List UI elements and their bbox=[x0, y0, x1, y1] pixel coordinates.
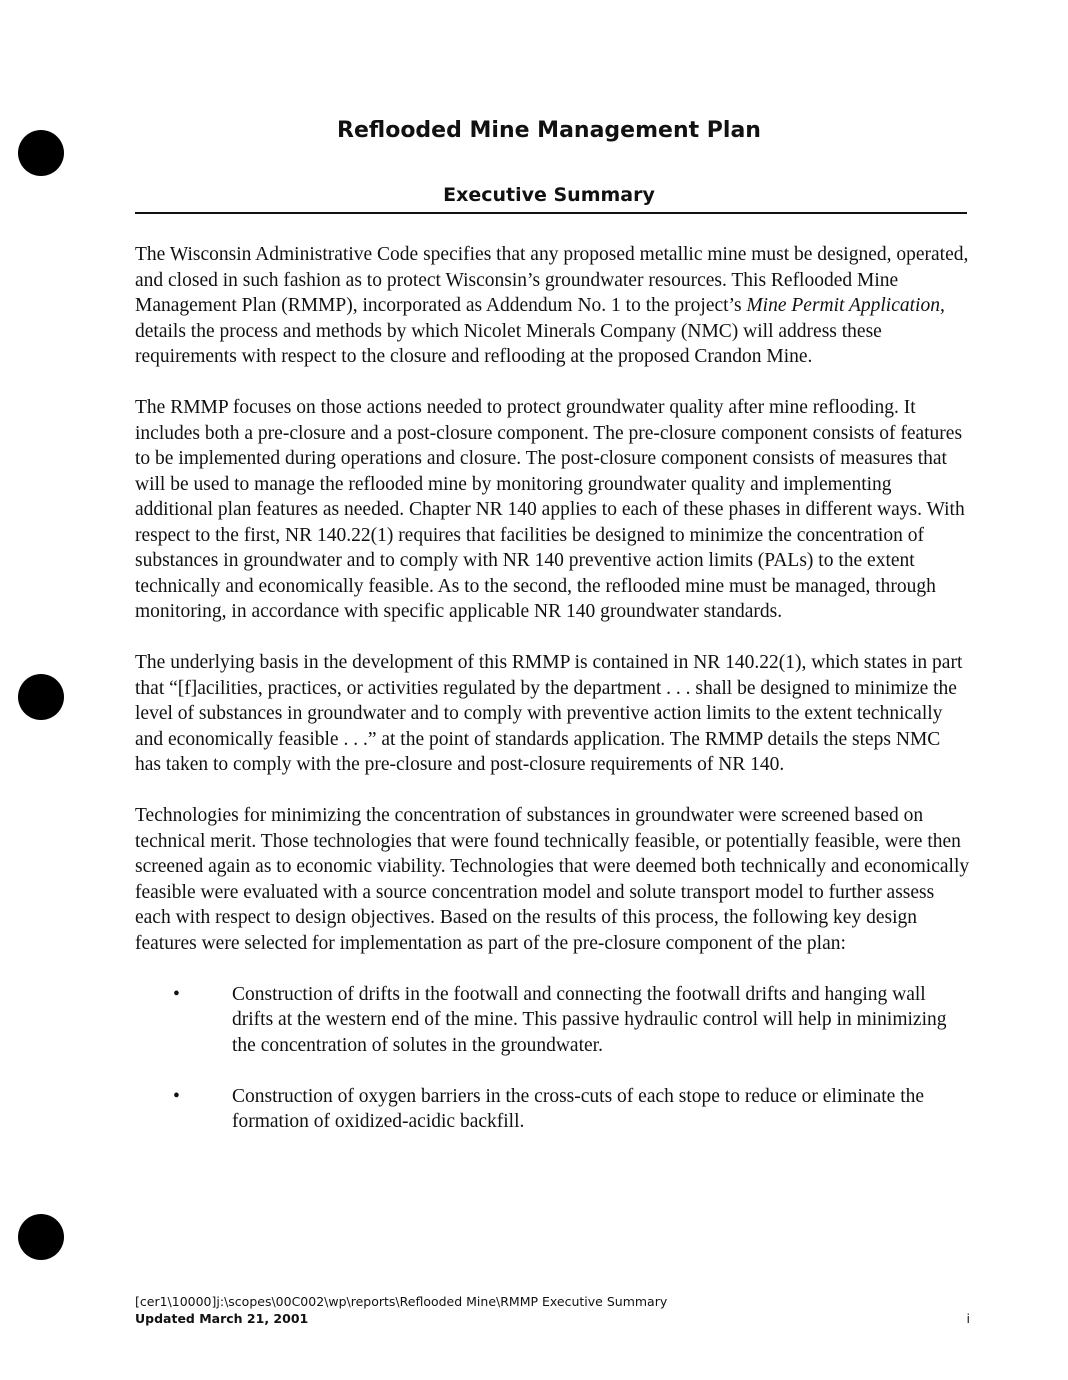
punch-hole-bottom bbox=[18, 1214, 64, 1260]
document-body bbox=[135, 242, 970, 1160]
header-rule bbox=[135, 212, 967, 214]
paragraph-intro bbox=[135, 242, 970, 370]
page-number: i bbox=[966, 1311, 970, 1326]
paragraph-technologies: Technologies for minimizing the concentration of substances in groundwater were screened based on technical merit. Those technologies that were found technically feasible, or potentially feasible, were then screened again as to economic viability. Technologies that were deemed both technically and economically feasible were evaluated with a source concentration model and solute transport model to further assess each with respect to design objectives. Based on the results of this process, the following key design features were selected for implementation as part of the pre-closure component of the plan: bbox=[135, 805, 970, 954]
paragraph-intro-text-end: details the process and methods by which Nicolet Minerals Company (NMC) will address these requirements with respect to the closure and reflooding at the proposed Crandon Mine. bbox=[135, 320, 882, 367]
page-footer bbox=[135, 1293, 970, 1327]
paragraph-intro-italic: Mine Permit Application, bbox=[746, 295, 945, 316]
paragraph-intro-text: The Wisconsin Administrative Code specifies that any proposed metallic mine must be designed, operated, and closed in such fashion as to protect Wisconsin’s groundwater resources. This Reflooded Mine Management Plan (RMMP), incorporated as Addendum No. 1 to the project’s bbox=[135, 244, 969, 316]
paragraph-rmmp-focus: The RMMP focuses on those actions needed to protect groundwater quality after mine reflooding. It includes both a pre-closure and a post-closure component. The pre-closure component consists of features to be implemented during operations and closure. The post-closure component consists of measures that will be used to manage the reflooded mine by monitoring groundwater quality and implementing additional plan features as needed. Chapter NR 140 applies to each of these phases in different ways. With respect to the first, NR 140.22(1) requires that facilities be designed to minimize the concentration of substances in groundwater and to comply with NR 140 preventive action limits (PALs) to the extent technically and economically feasible. As to the second, the reflooded mine must be managed, through monitoring, in accordance with specific applicable NR 140 groundwater standards. bbox=[135, 397, 965, 622]
footer-file-path: [cer1\10000]j:\scopes\00C002\wp\reports\Reflooded Mine\RMMP Executive Summary bbox=[135, 1294, 668, 1309]
bullet-icon: • bbox=[173, 983, 180, 1005]
list-item-text: Construction of oxygen barriers in the cross-cuts of each stope to reduce or eliminate the formation of oxidized-acidic backfill. bbox=[232, 1085, 925, 1132]
footer-updated-date: Updated March 21, 2001 bbox=[135, 1311, 309, 1326]
list-item-text: Construction of drifts in the footwall and connecting the footwall drifts and hanging wall drifts at the western end of the mine. This passive hydraulic control will help in minimizing the concentration of solutes in the groundwater. bbox=[232, 983, 947, 1056]
section-title: Executive Summary bbox=[443, 184, 655, 206]
list-item bbox=[135, 1084, 970, 1135]
design-features-list bbox=[135, 982, 970, 1135]
list-item bbox=[135, 982, 970, 1059]
paragraph-underlying-basis: The underlying basis in the development of this RMMP is contained in NR 140.22(1), which states in part that “[f]acilities, practices, or activities regulated by the department . . . shall be designed to minimize the level of substances in groundwater and to comply with preventive action limits to the extent technically and economically feasible . . .” at the point of standards application. The RMMP details the steps NMC has taken to comply with the pre-closure and post-closure requirements of NR 140. bbox=[135, 652, 963, 775]
bullet-icon: • bbox=[173, 1085, 180, 1107]
punch-hole-middle bbox=[18, 674, 64, 720]
document-title: Reflooded Mine Management Plan bbox=[337, 118, 761, 143]
